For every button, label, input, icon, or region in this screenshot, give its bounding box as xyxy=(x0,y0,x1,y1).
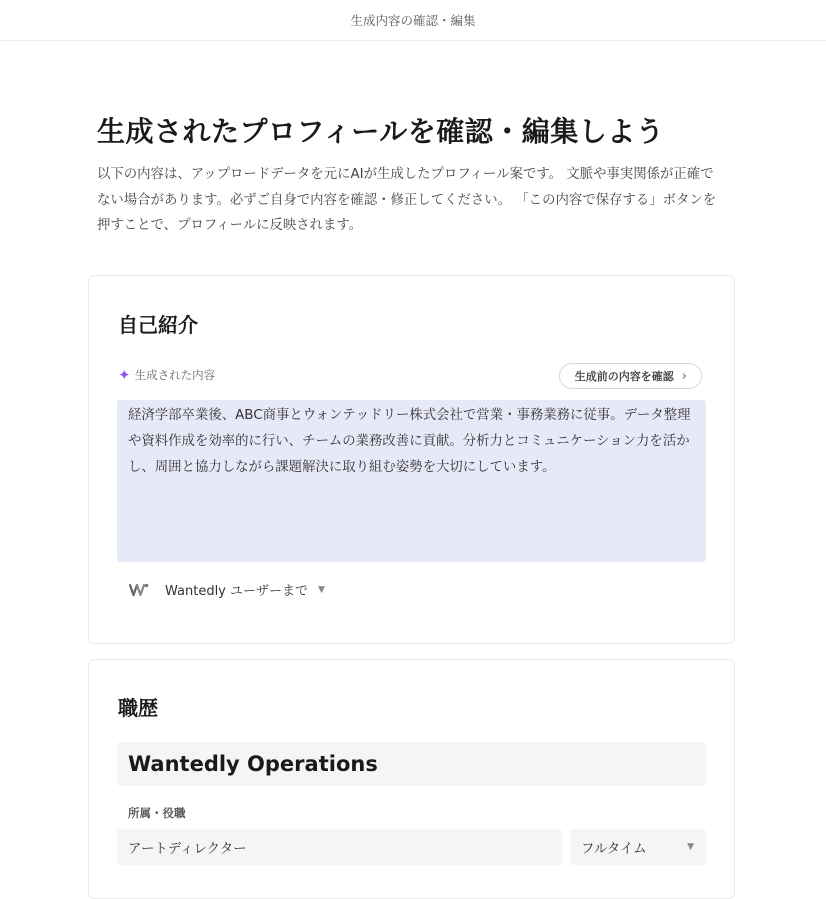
career-heading: 職歴 xyxy=(118,696,158,720)
visibility-label: Wantedly ユーザーまで xyxy=(165,584,309,599)
career-card xyxy=(88,659,735,899)
employment-type-select[interactable] xyxy=(570,829,706,865)
generated-content-text: 生成された内容 xyxy=(134,368,216,382)
employment-type-value: フルタイム xyxy=(581,841,647,857)
wantedly-logo-icon xyxy=(129,582,149,598)
sparkle-icon: ✦ xyxy=(118,365,131,384)
check-original-content-button[interactable] xyxy=(559,363,702,389)
generated-content-label xyxy=(118,367,215,383)
chevron-right-icon: › xyxy=(681,368,687,384)
role-field-label: 所属・役職 xyxy=(128,806,186,820)
company-name-input[interactable]: Wantedly Operations xyxy=(117,742,706,786)
top-bar xyxy=(0,0,826,41)
self-introduction-textarea[interactable]: 経済学部卒業後、ABC商事とウォンテッドリー株式会社で営業・事務業務に従事。データ整理や資料作成を効率的に行い、チームの業務改善に貢献。分析力とコミュニケーション力を活かし、周囲と協力しながら課題解決に取り組む姿勢を大切にしています。 xyxy=(117,400,706,562)
caret-down-icon: ▼ xyxy=(687,842,694,852)
caret-down-icon: ▼ xyxy=(318,584,325,595)
self-introduction-heading: 自己紹介 xyxy=(118,313,198,337)
page-description: 以下の内容は、アップロードデータを元にAIが生成したプロフィール案です。 文脈や事実関係が正確でない場合があります。必ずご自身で内容を確認・修正してください。 「この内容で保存する」ボタンを押すことで、プロフィールに反映されます。 xyxy=(97,167,717,233)
header-title: 生成内容の確認・編集 xyxy=(350,13,476,28)
self-introduction-card xyxy=(88,275,735,644)
page-title: 生成されたプロフィールを確認・編集しよう xyxy=(97,115,665,148)
visibility-dropdown[interactable] xyxy=(129,580,325,599)
role-input[interactable]: アートディレクター xyxy=(117,829,562,865)
check-original-content-label: 生成前の内容を確認 xyxy=(574,370,674,383)
